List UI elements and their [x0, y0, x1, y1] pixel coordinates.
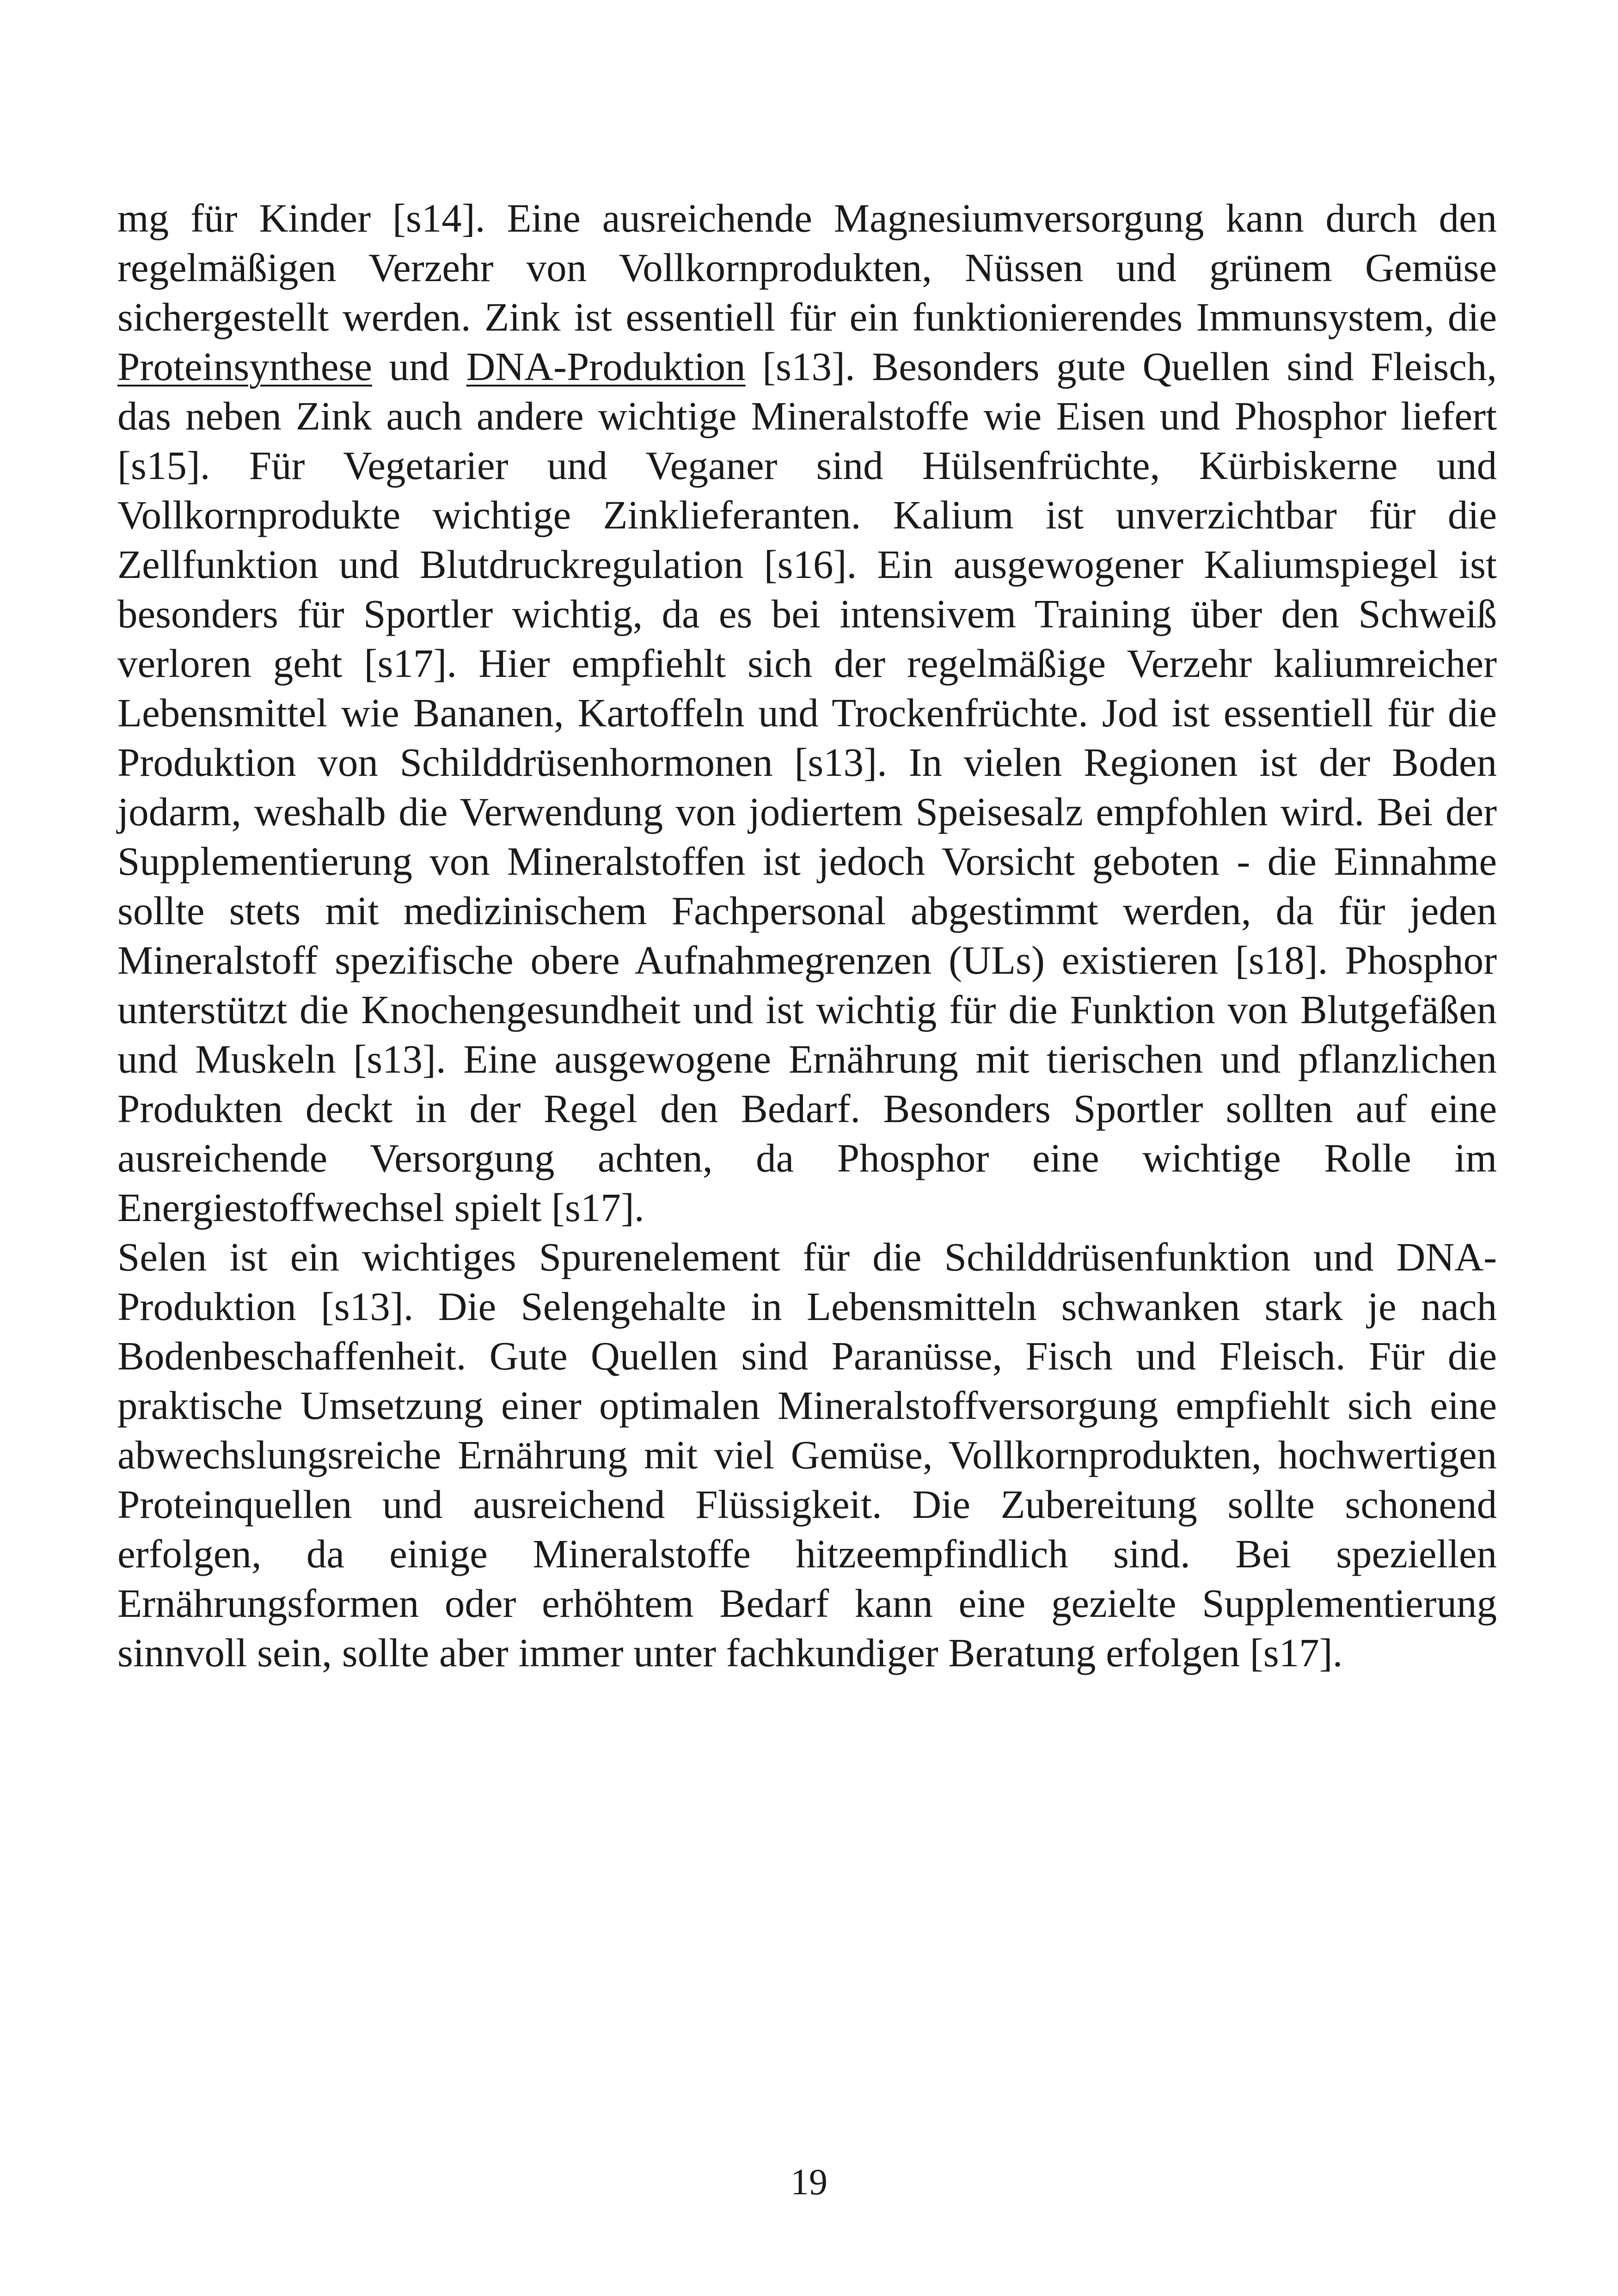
- paragraph-selen: Selen ist ein wichtiges Spurenelement für die Schilddrüsenfunktion und DNA-Produktion [s13]. Die Selengehalte in Lebensmitteln schwanken stark je nach Bodenbeschaffenheit. Gute Quellen sind Paranüsse, Fisch und Fleisch. Für die praktische Umsetzung einer optimalen Mineralstoffversorgung empfiehlt sich eine abwechslungsreiche Ernährung mit viel Gemüse, Vollkornprodukten, hochwertigen Proteinquellen und ausreichend Flüssigkeit. Die Zubereitung sollte schonend erfolgen, da einige Mineralstoffe hitzeempfindlich sind. Bei speziellen Ernährungsformen oder erhöhtem Bedarf kann eine gezielte Supplementierung sinnvoll sein, sollte aber immer unter fachkundiger Beratung erfolgen [s17].: [117, 1234, 1497, 1675]
- link-proteinsynthese[interactable]: Proteinsynthese: [117, 344, 372, 389]
- page-number: 19: [791, 2162, 827, 2203]
- link-dna-produktion[interactable]: DNA-Produktion: [466, 344, 746, 389]
- paragraph-text-part: und: [372, 344, 466, 389]
- paragraph-text-part: [s13]. Besonders gute Quellen sind Fleisch, das neben Zink auch andere wichtige Mineralstoffe wie Eisen und Phosphor liefert [s15]. Für Vegetarier und Veganer sind Hülsenfrüchte, Kürbiskerne und Vollkornprodukte wichtige Zinklieferanten. Kalium ist unverzichtbar für die Zellfunktion und Blutdruckregulation [s16]. Ein ausgewogener Kaliumspiegel ist besonders für Sportler wichtig, da es bei intensivem Training über den Schweiß verloren geht [s17]. Hier empfiehlt sich der regelmäßige Verzehr kaliumreicher Lebensmittel wie Bananen, Kartoffeln und Trockenfrüchte. Jod ist essentiell für die Produktion von Schilddrüsenhormonen [s13]. In vielen Regionen ist der Boden jodarm, weshalb die Verwendung von jodiertem Speisesalz empfohlen wird. Bei der Supplementierung von Mineralstoffen ist jedoch Vorsicht geboten - die Einnahme sollte stets mit medizinischem Fachpersonal abgestimmt werden, da für jeden Mineralstoff spezifische obere Aufnahmegrenzen (ULs) existieren [s18]. Phosphor unterstützt die Knochengesundheit und ist wichtig für die Funktion von Blutgefäßen und Muskeln [s13]. Eine ausgewogene Ernährung mit tierischen und pflanzlichen Produkten deckt in der Regel den Bedarf. Besonders Sportler sollten auf eine ausreichende Versorgung achten, da Phosphor eine wichtige Rolle im Energiestoffwechsel spielt [s17].: [117, 344, 1497, 1230]
- paragraph-text-part: mg für Kinder [s14]. Eine ausreichende Magnesiumversorgung kann durch den regelmäßigen Verzehr von Vollkornprodukten, Nüssen und grünem Gemüse sichergestellt werden. Zink ist essentiell für ein funktionierendes Immunsystem, die: [117, 196, 1497, 339]
- paragraph-minerals: [117, 193, 1497, 1232]
- page-body: [117, 193, 1497, 1677]
